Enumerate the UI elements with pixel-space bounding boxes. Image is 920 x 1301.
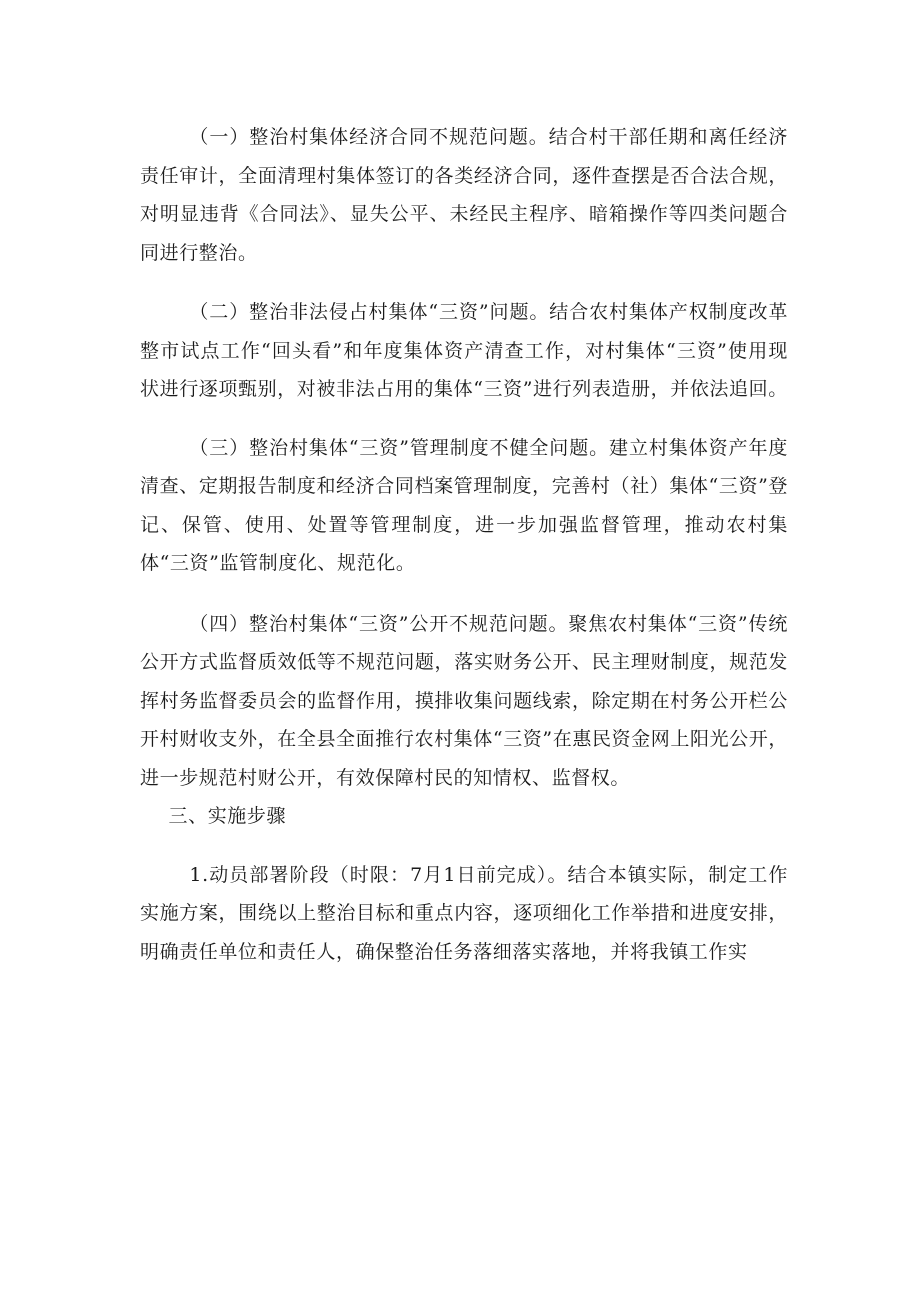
paragraph-management-system: （三）整治村集体“三资”管理制度不健全问题。建立村集体资产年度清查、定期报告制度和经济合同档案管理制度，完善村（社）集体“三资”登记、保管、使用、处置等管理制度，进一步加强监督管理，推动农村集体“三资”监管制度化、规范化。 bbox=[140, 436, 788, 574]
paragraph-mobilization-stage: 1.动员部署阶段（时限：7月1日前完成）。结合本镇实际，制定工作实施方案，围绕以上整治目标和重点内容，逐项细化工作举措和进度安排，明确责任单位和责任人，确保整治任务落细落实落地，并将我镇工作实 bbox=[140, 863, 788, 963]
paragraph-disclosure: （四）整治村集体“三资”公开不规范问题。聚焦农村集体“三资”传统公开方式监督质效低等不规范问题，落实财务公开、民主理财制度，规范发挥村务监督委员会的监督作用，摸排收集问题线索，除定期在村务公开栏公开村财收支外，在全县全面推行农村集体“三资”在惠民资金网上阳光公开，进一步规范村财公开，有效保障村民的知情权、监督权。 bbox=[140, 612, 788, 789]
section-heading-implementation-steps: 三、实施步骤 bbox=[168, 805, 287, 827]
document-page bbox=[140, 118, 788, 971]
paragraph-illegal-occupation: （二）整治非法侵占村集体“三资”问题。结合农村集体产权制度改革整市试点工作“回头看”和年度集体资产清查工作，对村集体“三资”使用现状进行逐项甄别，对被非法占用的集体“三资”进行列表造册，并依法追回。 bbox=[140, 301, 788, 400]
paragraph-contract-rectification: （一）整治村集体经济合同不规范问题。结合村干部任期和离任经济责任审计，全面清理村集体签订的各类经济合同，逐件查摆是否合法合规，对明显违背《合同法》、显失公平、未经民主程序、暗箱操作等四类问题合同进行整治。 bbox=[140, 126, 788, 264]
